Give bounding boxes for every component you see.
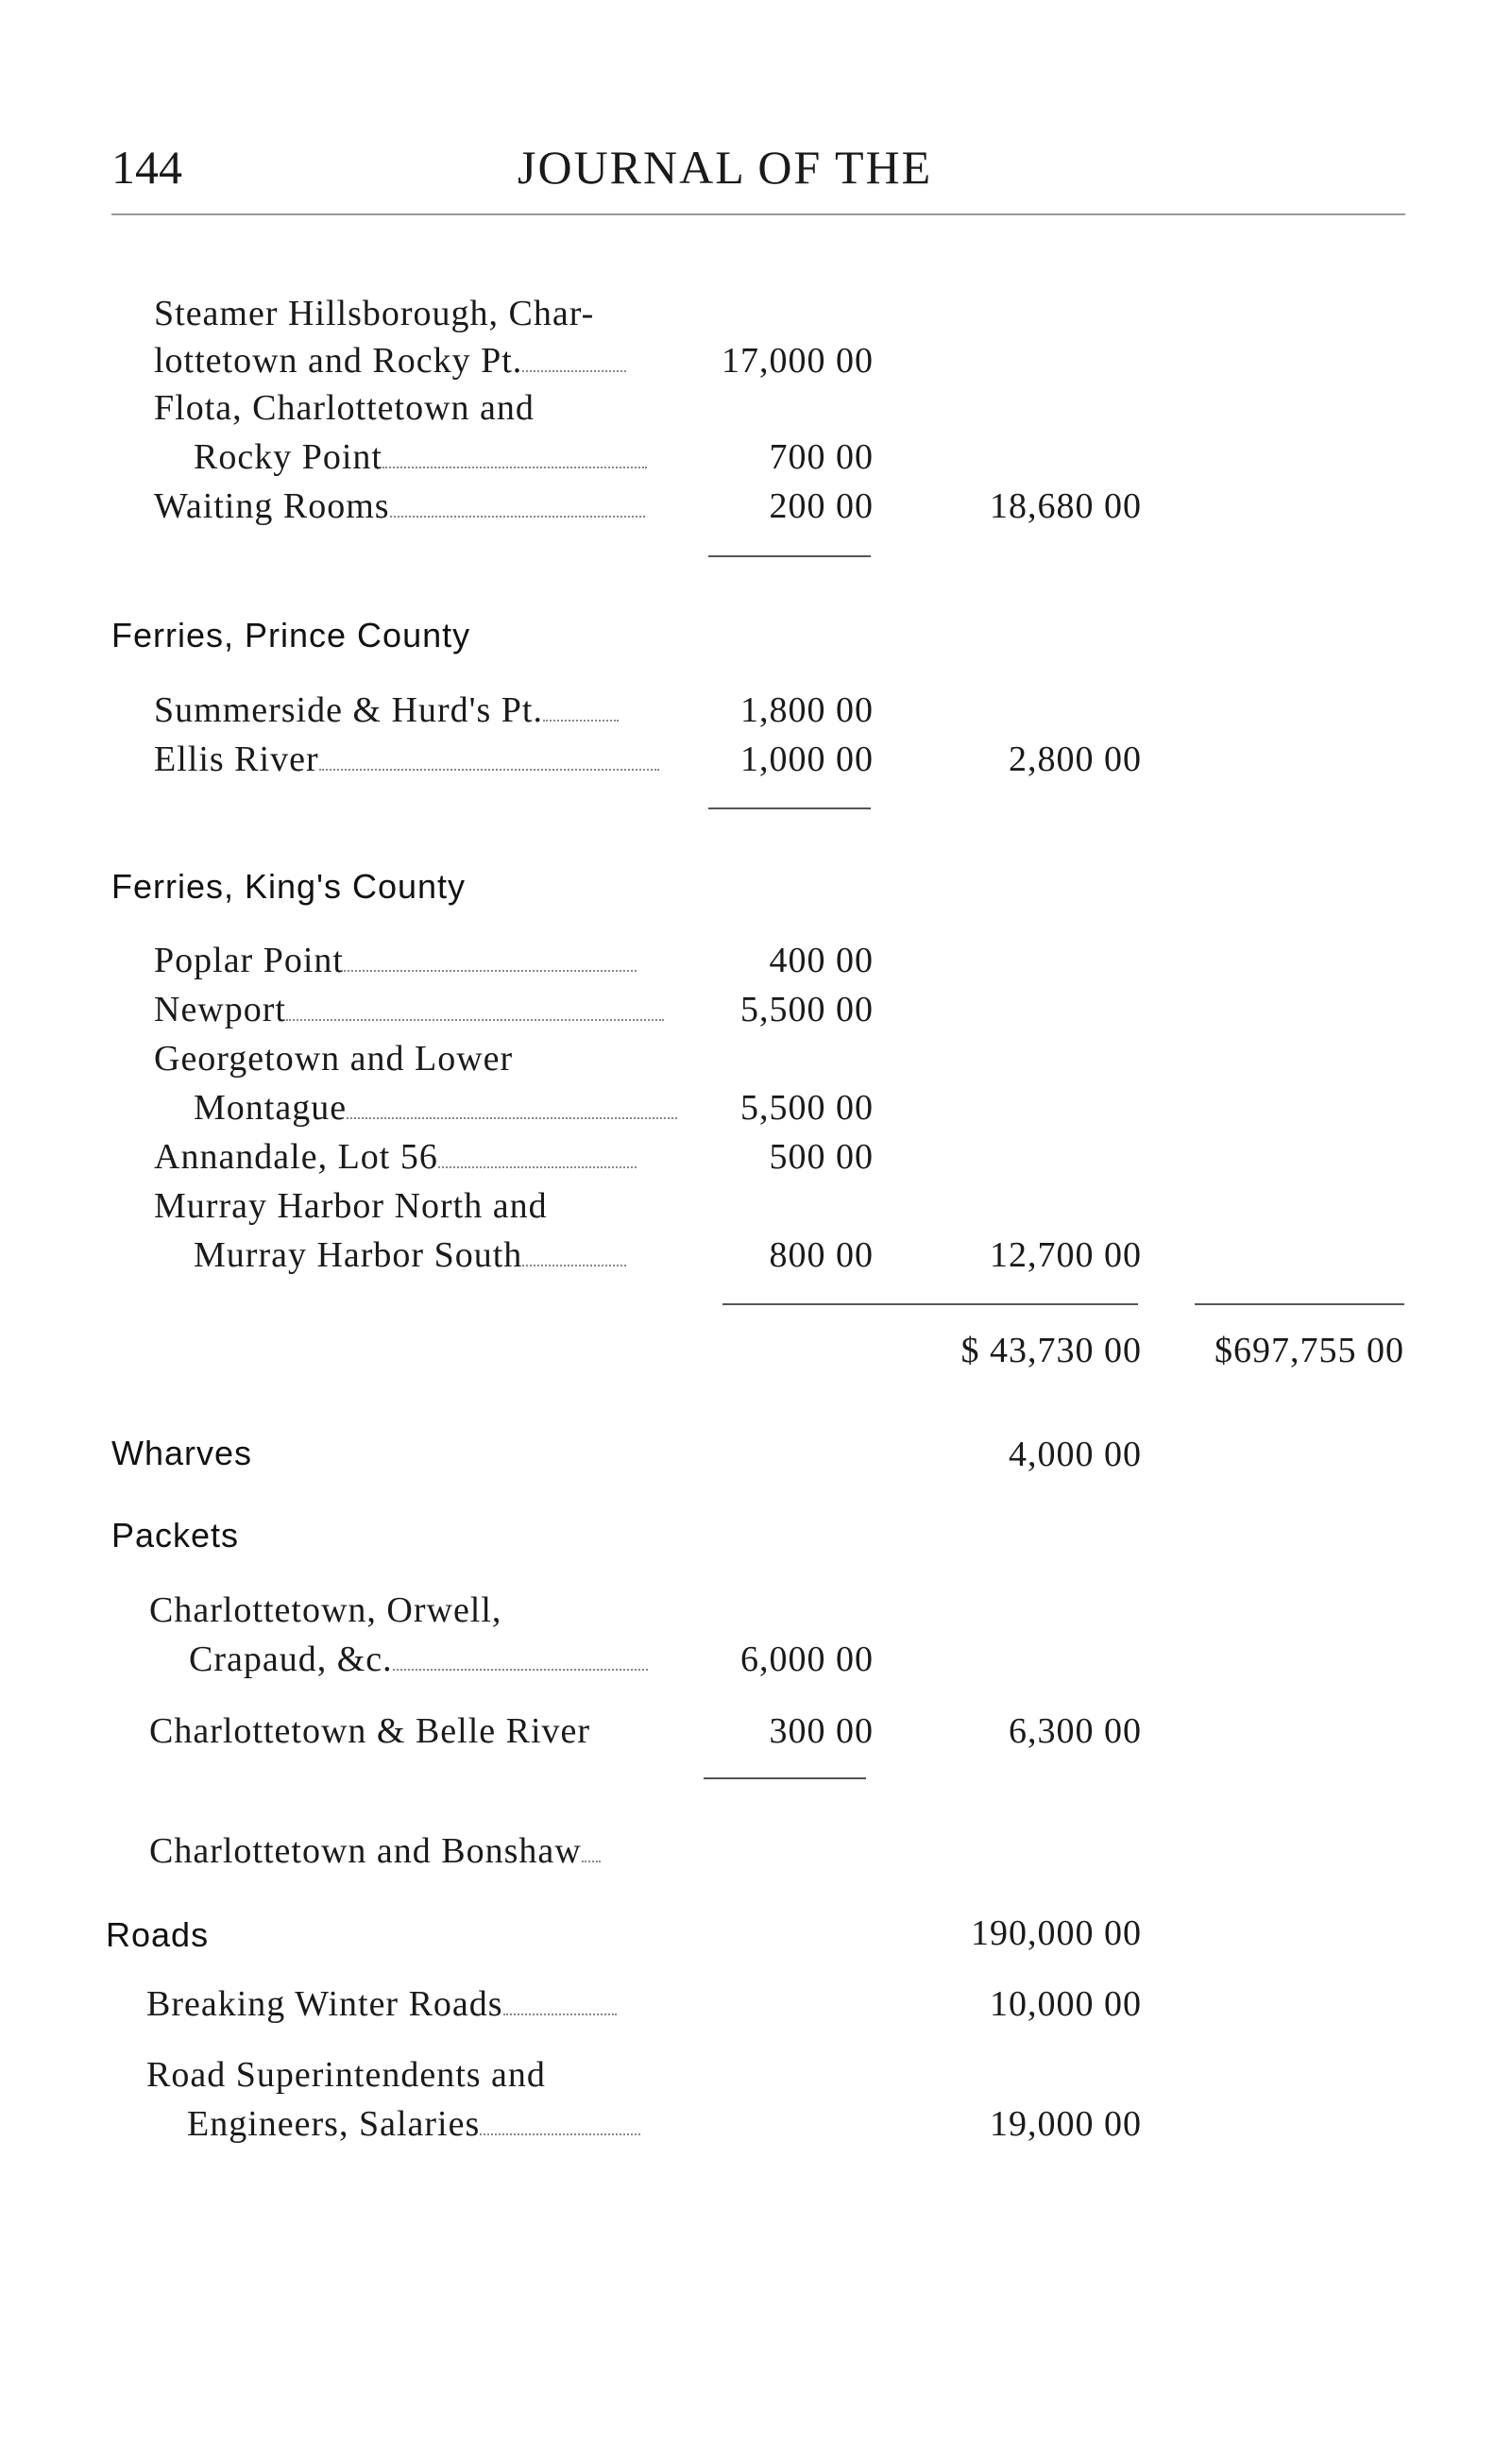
- item-amount: 5,500 00: [740, 990, 874, 1029]
- item-amount: 5,500 00: [740, 1088, 874, 1128]
- item-label: Annandale, Lot 56: [154, 1136, 637, 1178]
- section-heading: Ferries, King's County: [111, 867, 467, 906]
- item-label: Flota, Charlottetown and: [154, 388, 535, 428]
- item-label: Poplar Point: [154, 940, 637, 981]
- item-label: Georgetown and Lower: [154, 1039, 514, 1079]
- section-heading: Packets: [111, 1516, 240, 1555]
- item-amount: 17,000 00: [722, 341, 874, 381]
- section-total: 19,000 00: [990, 2104, 1142, 2144]
- item-label: Steamer Hillsborough, Char-: [154, 294, 595, 333]
- section-total: 6,300 00: [1009, 1711, 1142, 1751]
- running-title: JOURNAL OF THE: [518, 141, 933, 194]
- page-number: 144: [111, 141, 182, 194]
- item-label: Waiting Rooms: [154, 485, 645, 527]
- section-total: 10,000 00: [990, 1984, 1142, 2024]
- section-total: 190,000 00: [971, 1913, 1142, 1953]
- item-amount: 6,000 00: [740, 1640, 874, 1679]
- item-label: Charlottetown and Bonshaw: [149, 1830, 601, 1872]
- section-heading: Wharves: [111, 1434, 253, 1472]
- item-label: Rocky Point: [194, 436, 647, 478]
- item-label: Road Superintendents and: [146, 2055, 546, 2095]
- section-total: 18,680 00: [990, 486, 1142, 526]
- item-label: lottetown and Rocky Pt.: [154, 340, 626, 382]
- header-rule: [111, 213, 1405, 215]
- section-total: 4,000 00: [1009, 1435, 1142, 1474]
- grand-total: $697,755 00: [1215, 1331, 1404, 1370]
- item-amount: 400 00: [769, 941, 874, 980]
- item-amount: 1,000 00: [740, 739, 874, 779]
- item-amount: 1,800 00: [740, 690, 874, 730]
- item-label: Montague: [194, 1087, 677, 1129]
- section-total: 2,800 00: [1009, 739, 1142, 779]
- subtotal-rule: [722, 1303, 1138, 1305]
- item-label: Newport: [154, 989, 664, 1030]
- item-amount: 200 00: [769, 486, 874, 526]
- section-total: 12,700 00: [990, 1235, 1142, 1275]
- item-label: Charlottetown, Orwell,: [149, 1590, 502, 1630]
- item-label: Murray Harbor North and: [154, 1186, 548, 1226]
- grand-total-rule: [1195, 1303, 1404, 1305]
- subtotal: $ 43,730 00: [960, 1331, 1142, 1370]
- item-label: Ellis River: [154, 739, 659, 780]
- item-amount: 500 00: [769, 1137, 874, 1177]
- item-label: Murray Harbor South: [194, 1234, 626, 1276]
- item-label: Crapaud, &c.: [189, 1639, 648, 1680]
- item-label: Breaking Winter Roads: [146, 1983, 617, 2025]
- total-rule: [704, 1777, 866, 1779]
- item-label: Summerside & Hurd's Pt.: [154, 689, 619, 731]
- item-label: Charlottetown & Belle River: [149, 1711, 591, 1751]
- section-heading: Ferries, Prince County: [111, 616, 471, 654]
- item-label: Engineers, Salaries: [187, 2103, 640, 2145]
- section-heading: Roads: [106, 1915, 210, 1954]
- item-amount: 300 00: [769, 1711, 874, 1751]
- total-rule: [708, 807, 871, 809]
- total-rule: [708, 555, 871, 557]
- item-amount: 700 00: [769, 437, 874, 477]
- item-amount: 800 00: [769, 1235, 874, 1275]
